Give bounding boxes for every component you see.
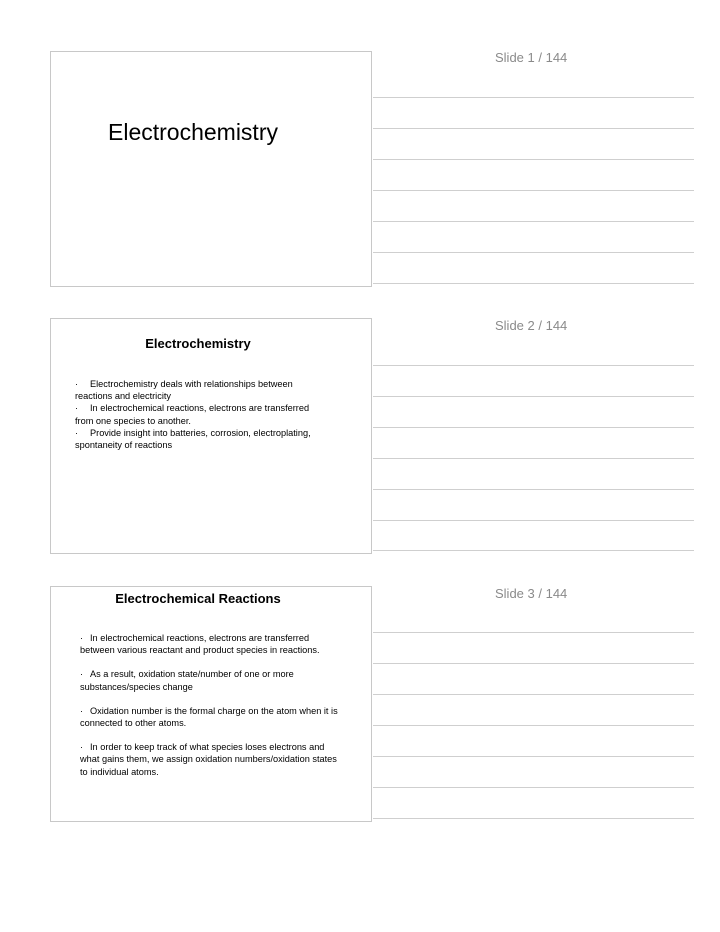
bullet-text: As a result, oxidation state/number of one or more <box>90 669 294 680</box>
slide-3-title: Electrochemical Reactions <box>115 591 281 606</box>
note-line <box>373 694 694 695</box>
note-line <box>373 787 694 788</box>
bullet-text: between various reactant and product species in reactions. <box>80 645 320 656</box>
note-line <box>373 128 694 129</box>
bullet-text: Oxidation number is the formal charge on the atom when it is <box>90 705 338 716</box>
note-line <box>373 252 694 253</box>
bullet-text: Provide insight into batteries, corrosion, electroplating, <box>90 427 311 438</box>
slide-2-thumbnail <box>50 318 372 554</box>
slide-2-bullet-list <box>75 378 311 451</box>
note-line <box>373 725 694 726</box>
bullet-dot: · <box>80 705 84 716</box>
note-line <box>373 756 694 757</box>
note-line <box>373 520 694 521</box>
note-line <box>373 663 694 664</box>
bullet-text: In order to keep track of what species loses electrons and <box>90 742 325 753</box>
bullet-text: In electrochemical reactions, electrons are transferred <box>90 403 310 414</box>
bullet-text: Electrochemistry deals with relationships between <box>90 379 293 389</box>
slide-3-thumbnail <box>50 586 372 822</box>
bullet-item <box>80 668 338 692</box>
note-line <box>373 396 694 397</box>
note-line <box>373 818 694 819</box>
note-line <box>373 221 694 222</box>
note-line <box>373 190 694 191</box>
bullet-item <box>80 632 338 656</box>
bullet-dot: · <box>80 669 84 680</box>
note-line <box>373 427 694 428</box>
note-line <box>373 632 694 633</box>
bullet-item <box>75 402 311 426</box>
slide-3-bullet-list <box>80 632 338 790</box>
bullet-text: spontaneity of reactions <box>75 440 173 451</box>
note-line <box>373 458 694 459</box>
bullet-text: to individual atoms. <box>80 766 159 777</box>
slide-1-thumbnail <box>50 51 372 287</box>
bullet-text: connected to other atoms. <box>80 718 187 729</box>
note-line <box>373 97 694 98</box>
slide-2-title: Electrochemistry <box>145 336 251 351</box>
note-line <box>373 550 694 551</box>
bullet-text: In electrochemical reactions, electrons are transferred <box>90 633 310 643</box>
bullet-item <box>80 741 338 778</box>
bullet-text: substances/species change <box>80 681 193 692</box>
bullet-item <box>75 378 311 402</box>
note-line <box>373 159 694 160</box>
note-line <box>373 489 694 490</box>
bullet-dot: · <box>80 742 84 753</box>
bullet-text: reactions and electricity <box>75 391 172 402</box>
slide-3-number: Slide 3 / 144 <box>495 586 568 601</box>
bullet-item <box>80 705 338 729</box>
bullet-dot: · <box>75 403 79 414</box>
bullet-item <box>75 427 311 451</box>
slide-1-title: Electrochemistry <box>108 119 278 145</box>
bullet-dot: · <box>80 633 84 643</box>
slide-2-number: Slide 2 / 144 <box>495 318 568 333</box>
note-line <box>373 365 694 366</box>
note-line <box>373 283 694 284</box>
bullet-dot: · <box>75 379 79 389</box>
bullet-dot: · <box>75 427 79 438</box>
bullet-text: what gains them, we assign oxidation numbers/oxidation states <box>80 754 337 765</box>
slide-1-number: Slide 1 / 144 <box>495 50 568 65</box>
bullet-text: from one species to another. <box>75 415 191 426</box>
